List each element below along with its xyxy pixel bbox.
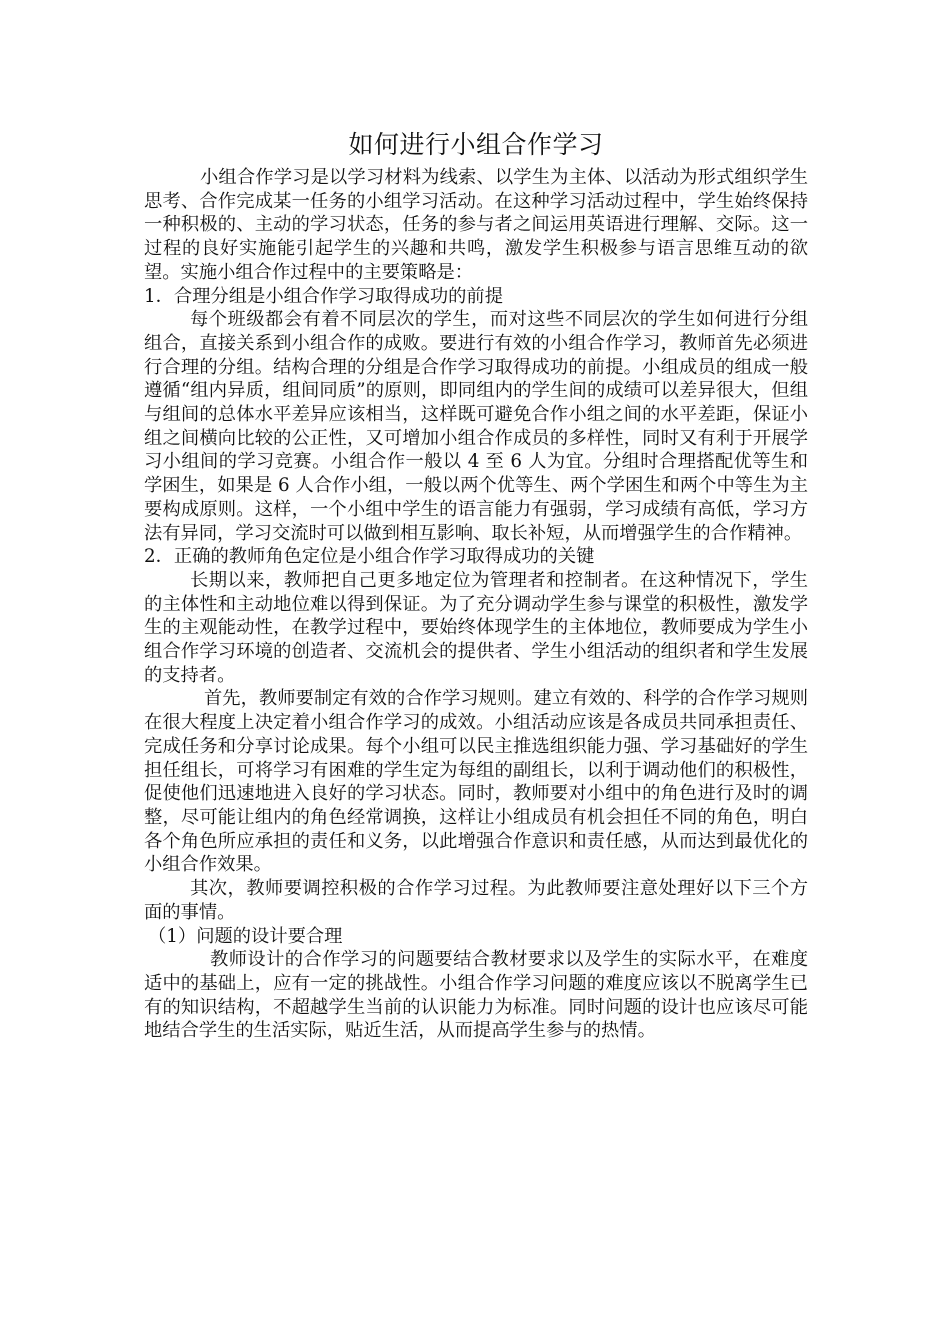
section-2-paragraph-3: 其次，教师要调控积极的合作学习过程。为此教师要注意处理好以下三个方面的事情。 [144, 878, 808, 923]
section-1-heading: 1．合理分组是小组合作学习取得成功的前提 [144, 285, 503, 307]
section-2-paragraph-2: 首先，教师要制定有效的合作学习规则。建立有效的、科学的合作学习规则在很大程度上决定着小组合作学习的成效。小组活动应该是各成员共同承担责任、完成任务和分享讨论成果。每个小组可以民主推选组织能力强、学习基础好的学生担任组长，可将学习有困难的学生定为每组的副组长，以利于调动他们的积极性，促使他们迅速地进入良好的学习状态。同时，教师要对小组中的角色进行及时的调整，尽可能让组内的角色经常调换，这样让小组成员有机会担任不同的角色，明白各个角色所应承担的责任和义务，以此增强合作意识和责任感，从而达到最优化的小组合作效果。 [144, 688, 808, 876]
document-body [144, 128, 808, 1043]
page-title: 如何进行小组合作学习 [348, 130, 604, 159]
section-1-paragraph: 每个班级都会有着不同层次的学生，而对这些不同层次的学生如何进行分组组合，直接关系到小组合作的成败。要进行有效的小组合作学习，教师首先必须进行合理的分组。结构合理的分组是合作学习取得成功的前提。小组成员的组成一般遵循“组内异质，组间同质”的原则，即同组内的学生间的成绩可以差异很大，但组与组间的总体水平差异应该相当，这样既可避免合作小组之间的水平差距，保证小组之间横向比较的公正性，又可增加小组合作成员的多样性，同时又有利于开展学习小组间的学习竞赛。小组合作一般以 4 至 6 人为宜。分组时合理搭配优等生和学困生，如果是 6 人合作小组，一般以两个优等生、两个学困生和两个中等生为主要构成原则。这样，一个小组中学生的语言能力有强弱，学习成绩有高低，学习方法有异同，学习交流时可以做到相互影响、取长补短，从而增强学生的合作精神。 [144, 309, 808, 544]
intro-paragraph: 小组合作学习是以学习材料为线索、以学生为主体、以活动为形式组织学生思考、合作完成某一任务的小组学习活动。在这种学习活动过程中，学生始终保持一种积极的、主动的学习状态，任务的参与者之间运用英语进行理解、交际。这一过程的良好实施能引起学生的兴趣和共鸣，激发学生积极参与语言思维互动的欲望。实施小组合作过程中的主要策略是： [144, 167, 808, 283]
subsection-1-heading: （1）问题的设计要合理 [148, 925, 343, 947]
section-2-paragraph-1: 长期以来，教师把自己更多地定位为管理者和控制者。在这种情况下，学生的主体性和主动地位难以得到保证。为了充分调动学生参与课堂的积极性，激发学生的主观能动性，在教学过程中，要始终体现学生的主体地位，教师要成为学生小组合作学习环境的创造者、交流机会的提供者、学生小组活动的组织者和学生发展的支持者。 [144, 569, 808, 686]
section-2-heading: 2．正确的教师角色定位是小组合作学习取得成功的关键 [144, 546, 595, 568]
subsection-1-paragraph: 教师设计的合作学习的问题要结合教材要求以及学生的实际水平，在难度适中的基础上，应有一定的挑战性。小组合作学习问题的难度应该以不脱离学生已有的知识结构，不超越学生当前的认识能力为标准。同时问题的设计也应该尽可能地结合学生的生活实际，贴近生活，从而提高学生参与的热情。 [144, 949, 808, 1042]
